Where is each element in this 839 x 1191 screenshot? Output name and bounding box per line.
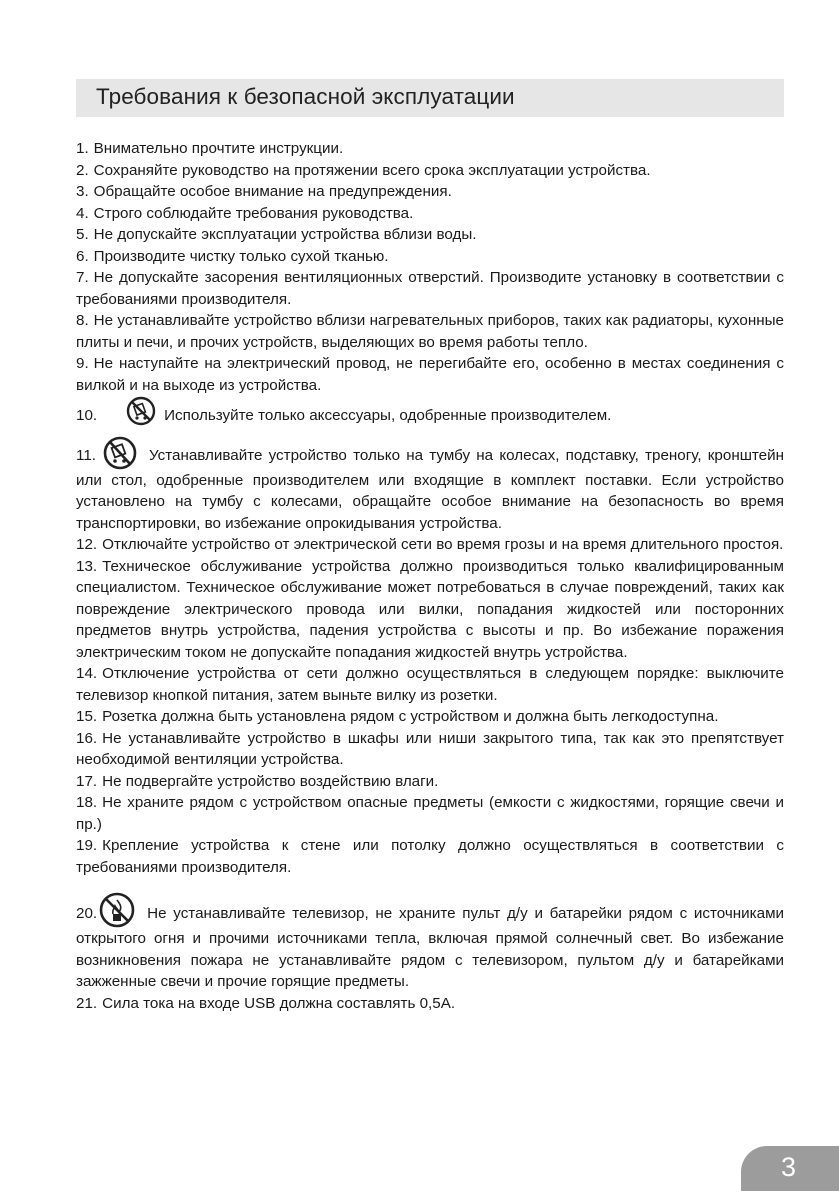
page-title: Требования к безопасной эксплуатации [96, 84, 515, 109]
list-item: 9. Не наступайте на электрический провод, не перегибайте его, особенно в местах соединения с вилкой и на выходе из устройства. [76, 355, 784, 394]
list-item: 17. Не подвергайте устройство воздействию влаги. [76, 772, 439, 790]
list-item: 12. Отключайте устройство от электрической сети во время грозы и на время длительного простоя. [76, 536, 784, 553]
list-item: 18. Не храните рядом с устройством опасные предметы (емкости с жидкостями, горящие свечи и пр.) [76, 794, 784, 833]
safety-list [76, 138, 784, 1014]
list-item: 16. Не устанавливайте устройство в шкафы или ниши закрытого типа, так как это препятствует необходимой вентиляции устройства. [76, 729, 784, 768]
list-item: 15. Розетка должна быть установлена рядом с устройством и должна быть легкодоступна. [76, 708, 719, 725]
list-item: 20. Не устанавливайте телевизор, не храните пульт д/у и батарейки рядом с источниками открытого огня и прочими источниками тепла, включая прямой солнечный свет. Во избежание возникновения пожара не устанавливайте рядом с телевизором, пультом д/у и батарейками зажженные свечи и прочие горящие предметы. [76, 892, 784, 993]
page-number: 3 [781, 1152, 797, 1182]
list-item: 3. Обращайте особое внимание на предупреждения. [76, 183, 452, 200]
cart-tipover-warning-icon [101, 436, 139, 470]
page-number-badge [741, 1146, 839, 1191]
list-item: 5. Не допускайте эксплуатации устройства вблизи воды. [76, 226, 477, 243]
section-header [76, 79, 784, 117]
list-item: 14. Отключение устройства от сети должно осуществляться в следующем порядке: выключите телевизор кнопкой питания, затем выньте вилку из розетки. [76, 665, 784, 704]
list-item: 6. Производите чистку только сухой тканью. [76, 247, 389, 265]
list-item: 4. Строго соблюдайте требования руководства. [76, 204, 414, 222]
list-item: 8. Не устанавливайте устройство вблизи нагревательных приборов, таких как радиаторы, кухонные плиты и печи, и прочих устройств, выделяющих во время работы тепло. [76, 312, 784, 351]
list-item: 7. Не допускайте засорения вентиляционных отверстий. Производите установку в соответствии с требованиями производителя. [76, 269, 784, 308]
no-open-flame-icon [97, 892, 137, 928]
list-item: 21. Сила тока на входе USB должна составлять 0,5А. [76, 994, 456, 1012]
list-item: 13. Техническое обслуживание устройства должно производиться только квалифицированным специалистом. Техническое обслуживание может потребоваться в случае повреждений, таких как повреждение электрического провода или вилки, попадания жидкостей или посторонних предметов внутрь устройства, падения устройства с высоты и пр. Во избежание поражения электрическим током не допускайте попадания жидкостей внутрь устройства. [76, 557, 784, 661]
list-item: 11. Устанавливайте устройство только на тумбу на колесах, подставку, треногу, кронштейн или стол, одобренные производителем или входящие в комплект поставки. Если устройство установлено на тумбу с колесами, обращайте особое внимание на безопасность во время транспортировки, во избежание опрокидывания устройства. [76, 436, 784, 535]
list-item: 2. Сохраняйте руководство на протяжении всего срока эксплуатации устройства. [76, 161, 651, 179]
cart-tipover-warning-icon [124, 396, 158, 426]
list-item: 10. Используйте только аксессуары, одобренные производителем. [76, 396, 784, 427]
list-item: 1. Внимательно прочтите инструкции. [76, 140, 344, 157]
list-item: 19. Крепление устройства к стене или потолку должно осуществляться в соответствии с требованиями производителя. [76, 837, 784, 876]
